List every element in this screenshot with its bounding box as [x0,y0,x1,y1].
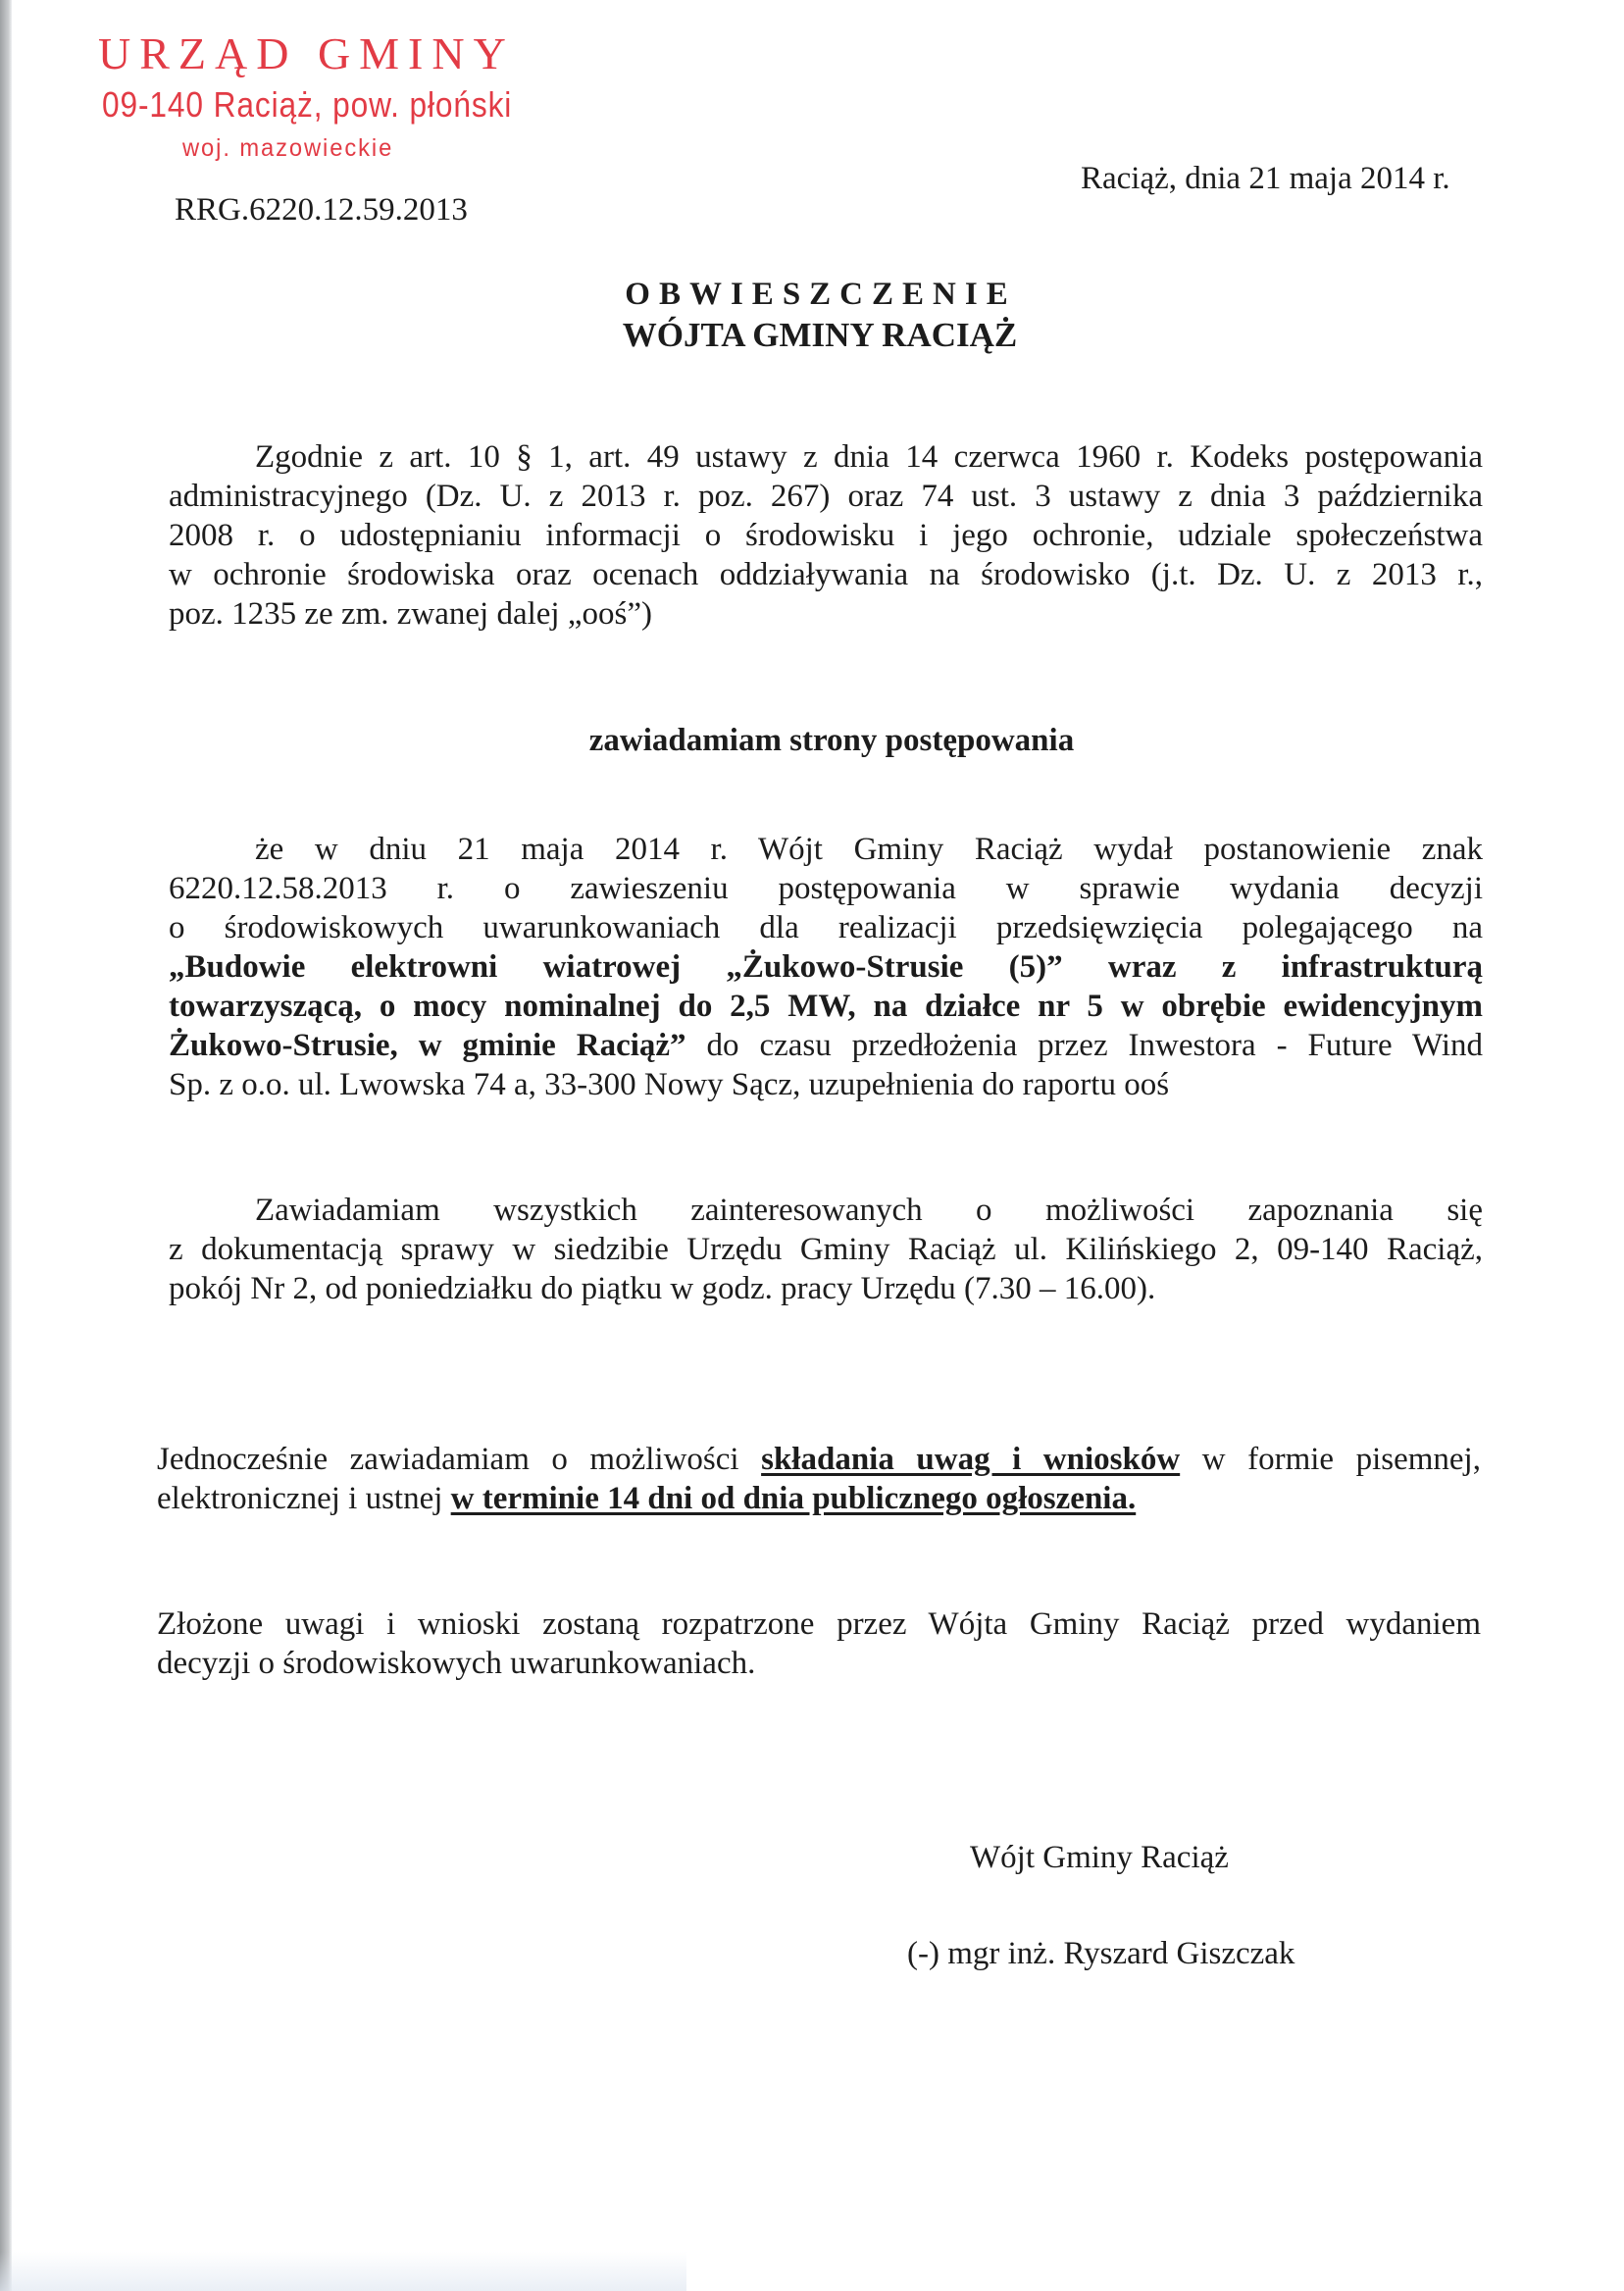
paragraph-line [157,1479,1481,1518]
legal-basis-paragraph [169,437,1483,634]
paragraph-text: w formie pisemnej, [1180,1442,1481,1477]
paragraph-line-bold [169,987,1483,1026]
reference-number: RRG.6220.12.59.2013 [175,192,468,228]
paragraph-line: 2008 r. o udostępnianiu informacji o środowisku i jego ochronie, udziale społeczeństwa [169,518,1483,553]
paragraph-line: pokój Nr 2, od poniedziałku do piątku w godz. pracy Urzędu (7.30 – 16.00). [169,1271,1156,1306]
paragraph-text: Jednocześnie zawiadamiam o możliwości [157,1442,762,1477]
decision-paragraph [169,830,1483,1104]
paragraph-text: elektronicznej i ustnej [157,1481,451,1516]
project-location: Żukowo-Strusie, w gminie Raciąż” [169,1028,686,1063]
notification-heading: zawiadamiam strony postępowania [588,723,1075,758]
signature-office: Wójt Gminy Raciąż [970,1840,1229,1875]
comments-submission-paragraph [157,1440,1481,1518]
paragraph-text: do czasu przedłożenia przez Inwestora - Future Wind [685,1028,1483,1063]
document-subtitle: WÓJTA GMINY RACIĄŻ [622,316,1018,354]
stamp-office-name: URZĄD GMINY [98,28,515,78]
paragraph-line: Zawiadamiam wszystkich zainteresowanych o możliwości zapoznania się [255,1193,1483,1228]
paragraph-line: 6220.12.58.2013 r. o zawieszeniu postępowania w sprawie wydania decyzji [169,871,1483,906]
comments-review-paragraph [157,1604,1481,1683]
paragraph-line: Sp. z o.o. ul. Lwowska 74 a, 33-300 Nowy Sącz, uzupełnienia do raportu ooś [169,1067,1170,1102]
paragraph-line: z dokumentacją sprawy w siedzibie Urzędu Gminy Raciąż ul. Kilińskiego 2, 09-140 Raciąż, [169,1232,1483,1267]
documentation-access-paragraph [169,1191,1483,1308]
paragraph-line [157,1440,1481,1479]
paragraph-line-bold [169,947,1483,987]
paragraph-line [169,1026,1483,1065]
scan-bottom-shadow [0,2252,686,2291]
paragraph-line: o środowiskowych uwarunkowaniach dla realizacji przedsięwzięcia polegającego na [169,910,1483,945]
project-details: towarzyszącą, o mocy nominalnej do 2,5 MW, na działce nr 5 w obrębie ewidencyjnym [169,989,1483,1024]
document-title: OBWIESZCZENIE [625,277,1017,312]
underlined-emphasis: składania uwag i wniosków [761,1442,1181,1477]
paragraph-line: Zgodnie z art. 10 § 1, art. 49 ustawy z dnia 14 czerwca 1960 r. Kodeks postępowania [255,439,1483,475]
signature-name: (-) mgr inż. Ryszard Giszczak [907,1936,1295,1971]
project-name: „Budowie elektrowni wiatrowej „Żukowo-Strusie (5)” wraz z infrastrukturą [169,949,1483,985]
place-and-date: Raciąż, dnia 21 maja 2014 r. [1081,161,1450,196]
paragraph-line: że w dniu 21 maja 2014 r. Wójt Gminy Raciąż wydał postanowienie znak [255,832,1483,867]
paragraph-line: poz. 1235 ze zm. zwanej dalej „ooś”) [169,596,652,632]
stamp-voivodeship: woj. mazowieckie [182,134,394,162]
paragraph-line: w ochronie środowiska oraz ocenach oddziaływania na środowisko (j.t. Dz. U. z 2013 r., [169,557,1483,592]
deadline-emphasis: w terminie 14 dni od dnia publicznego ogłoszenia. [450,1481,1137,1516]
paragraph-line: administracyjnego (Dz. U. z 2013 r. poz. 267) oraz 74 ust. 3 ustawy z dnia 3 października [169,479,1483,514]
stamp-address: 09-140 Raciąż, pow. płoński [102,84,513,125]
paragraph-line: Złożone uwagi i wnioski zostaną rozpatrzone przez Wójta Gminy Raciąż przed wydaniem [157,1606,1481,1642]
paragraph-line: decyzji o środowiskowych uwarunkowaniach. [157,1646,756,1681]
